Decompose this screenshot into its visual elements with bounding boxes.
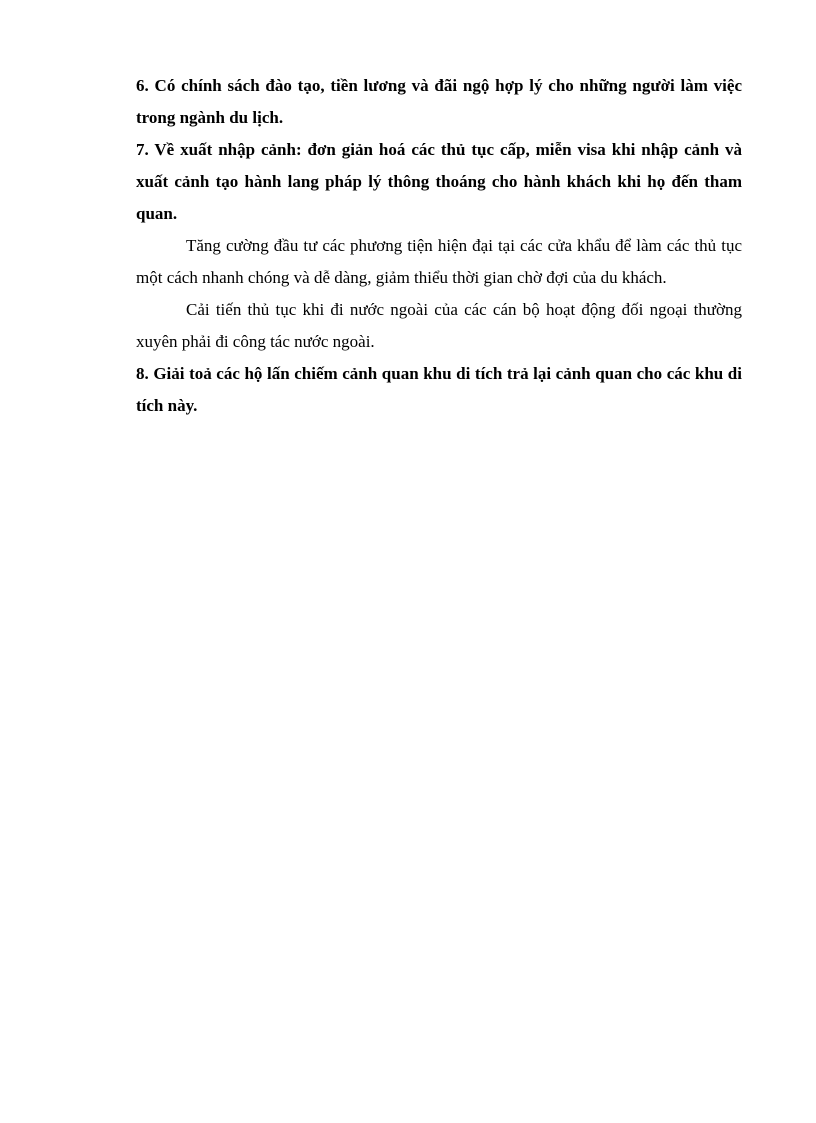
numbered-item-8: 8. Giải toả các hộ lấn chiếm cảnh quan khu di tích trả lại cảnh quan cho các khu di tích này. bbox=[136, 364, 742, 415]
body-paragraph: Tăng cường đầu tư các phương tiện hiện đại tại các cửa khẩu để làm các thủ tục một cách nhanh chóng và dễ dàng, giảm thiểu thời gian chờ đợi của du khách. bbox=[136, 236, 742, 287]
numbered-item-6: 6. Có chính sách đào tạo, tiền lương và đãi ngộ hợp lý cho những người làm việc trong ngành du lịch. bbox=[136, 76, 742, 127]
numbered-item-7: 7. Về xuất nhập cảnh: đơn giản hoá các thủ tục cấp, miễn visa khi nhập cảnh và xuất cảnh tạo hành lang pháp lý thông thoáng cho hành khách khi họ đến tham quan. bbox=[136, 140, 742, 223]
document-body bbox=[136, 70, 742, 422]
body-paragraph: Cải tiến thủ tục khi đi nước ngoài của các cán bộ hoạt động đối ngoại thường xuyên phải đi công tác nước ngoài. bbox=[136, 300, 742, 351]
